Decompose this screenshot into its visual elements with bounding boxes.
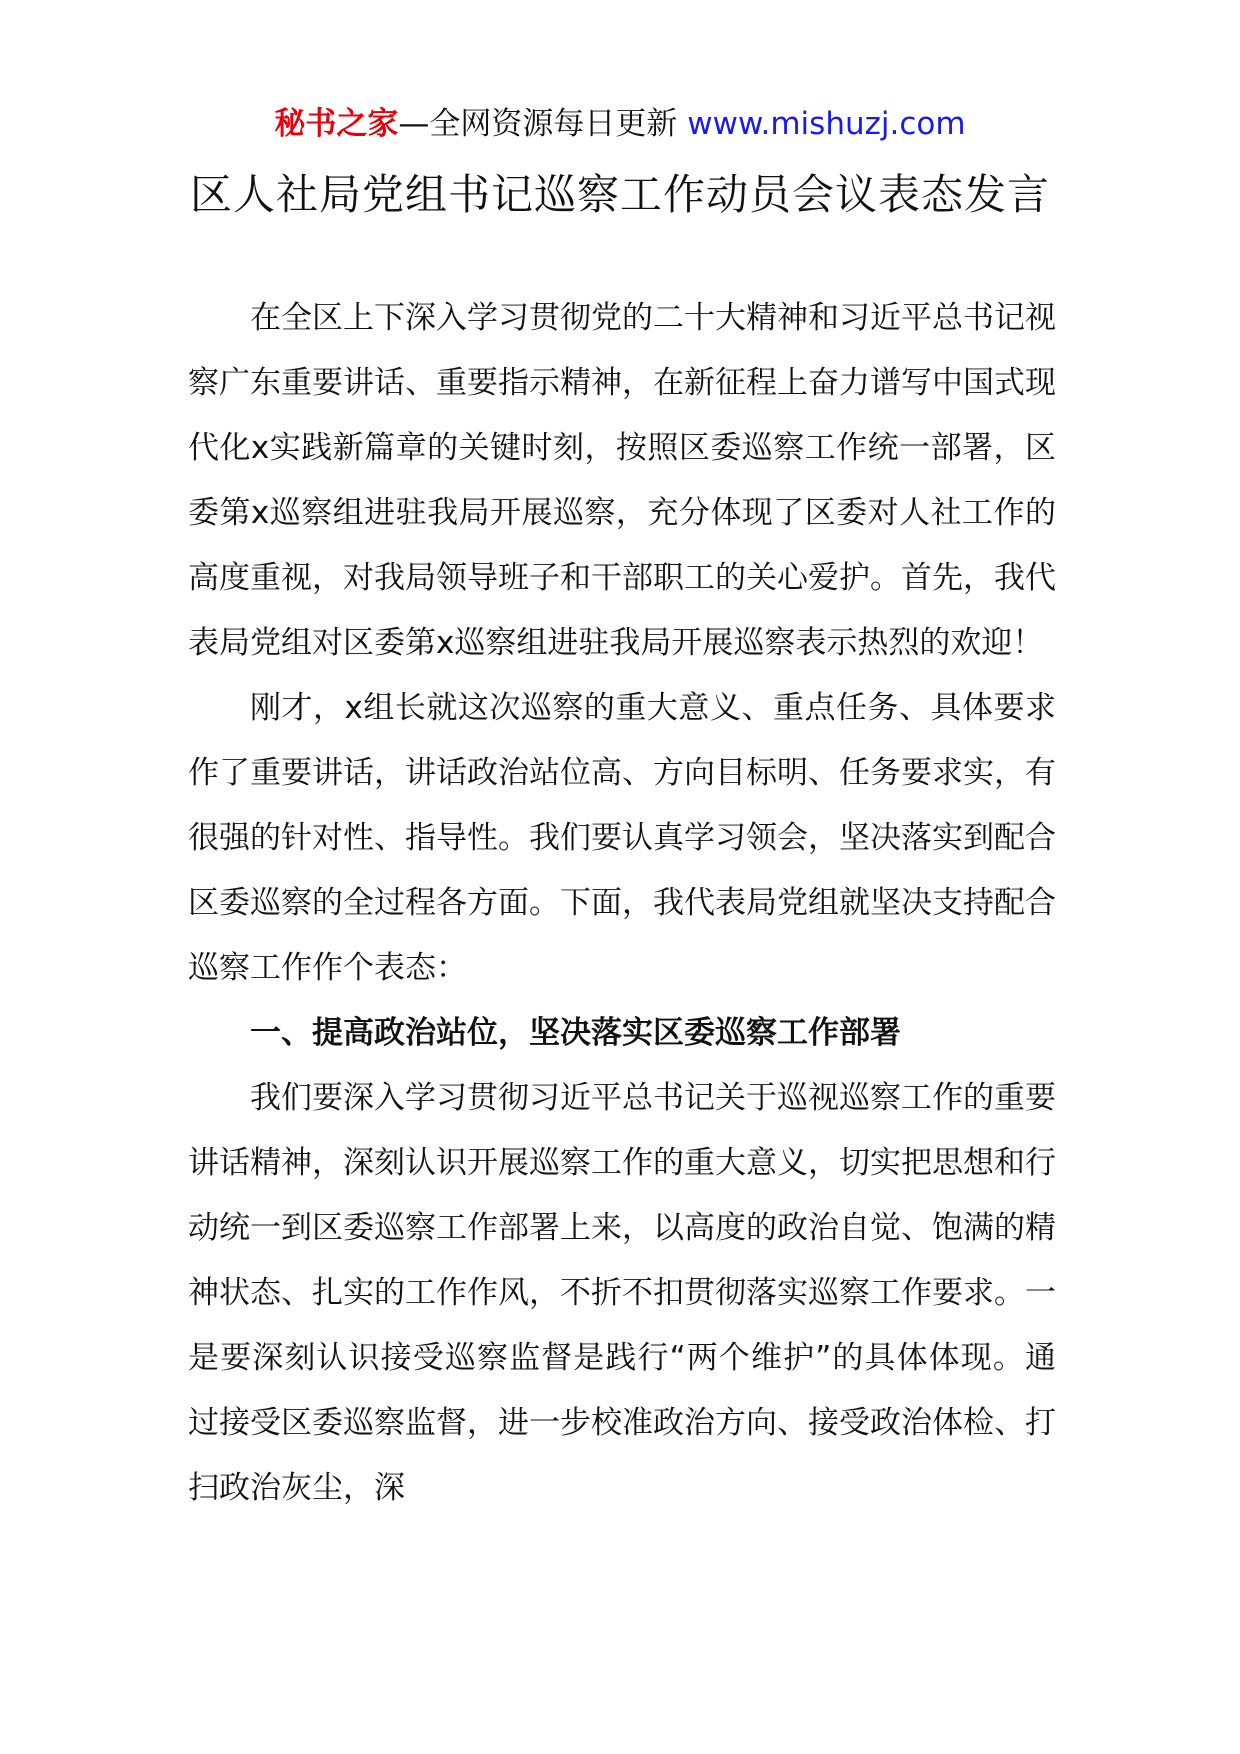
paragraph-intro: 在全区上下深入学习贯彻党的二十大精神和习近平总书记视察广东重要讲话、重要指示精神，在新征程上奋力谱写中国式现代化x实践新篇章的关键时刻，按照区委巡察工作统一部署，区委第x巡察组进驻我局开展巡察，充分体现了区委对人社工作的高度重视，对我局领导班子和干部职工的关心爱护。首先，我代表局党组对区委第x巡察组进驻我局开展巡察表示热烈的欢迎！: [188, 300, 1056, 661]
header-slogan: —全网资源每日更新: [398, 106, 688, 142]
site-header: [0, 100, 1240, 148]
document-body: [188, 286, 1056, 1521]
paragraph-statement: 刚才，x组长就这次巡察的重大意义、重点任务、具体要求作了重要讲话，讲话政治站位高、方向目标明、任务要求实，有很强的针对性、指导性。我们要认真学习领会，坚决落实到配合区委巡察的全过程各方面。下面，我代表局党组就坚决支持配合巡察工作作个表态：: [188, 690, 1056, 986]
document-title: 区人社局党组书记巡察工作动员会议表态发言: [189, 170, 1050, 219]
site-url[interactable]: www.mishuzj.com: [687, 106, 966, 142]
section-heading-1: 一、提高政治站位，坚决落实区委巡察工作部署: [250, 1015, 901, 1051]
brand-name: 秘书之家: [274, 106, 399, 142]
paragraph-section-1: 我们要深入学习贯彻习近平总书记关于巡视巡察工作的重要讲话精神，深刻认识开展巡察工作的重大意义，切实把思想和行动统一到区委巡察工作部署上来，以高度的政治自觉、饱满的精神状态、扎实的工作作风，不折不扣贯彻落实巡察工作要求。一是要深刻认识接受巡察监督是践行“两个维护”的具体体现。通过接受区委巡察监督，进一步校准政治方向、接受政治体检、打扫政治灰尘，深: [188, 1080, 1056, 1506]
